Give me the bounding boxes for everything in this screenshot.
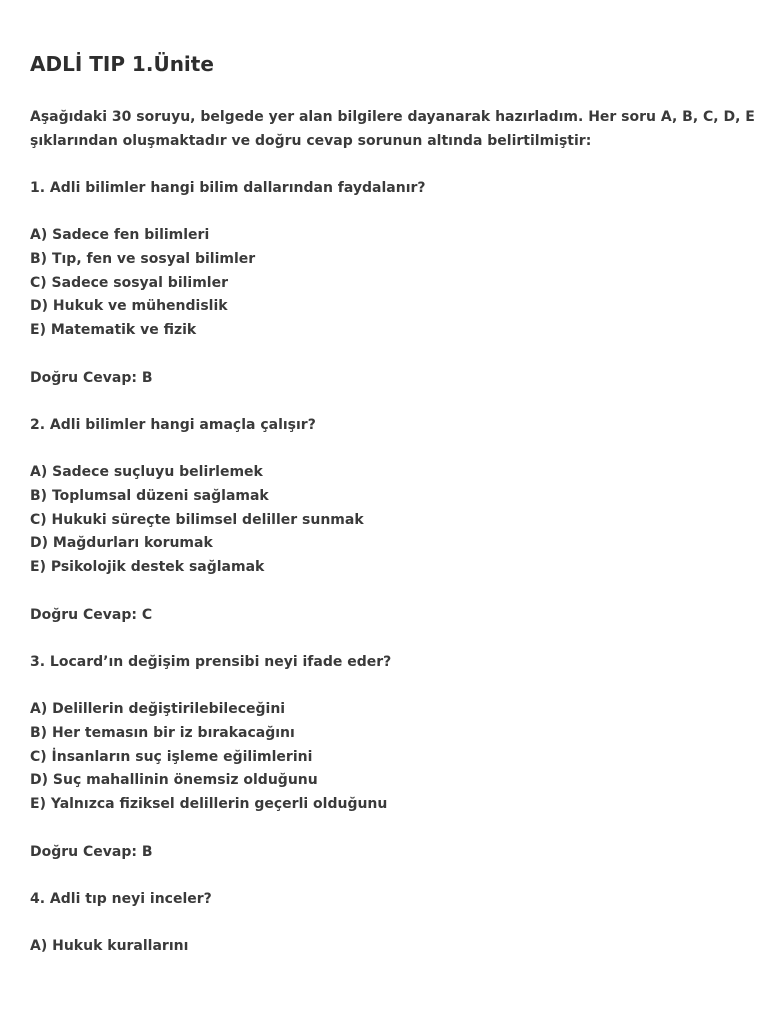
question-2-option-d: D) Mağdurları korumak [30, 535, 213, 551]
question-3-option-c: C) İnsanların suç işleme eğilimlerini [30, 749, 313, 765]
question-2-option-b: B) Toplumsal düzeni sağlamak [30, 488, 269, 504]
question-3-answer: Doğru Cevap: B [30, 844, 153, 860]
question-1-option-e: E) Matematik ve fizik [30, 322, 197, 338]
question-2-option-a: A) Sadece suçluyu belirlemek [30, 464, 263, 480]
question-4-text: 4. Adli tıp neyi inceler? [30, 891, 212, 907]
question-3-option-a: A) Delillerin değiştirilebileceğini [30, 701, 286, 717]
question-1-option-c: C) Sadece sosyal bilimler [30, 275, 228, 291]
question-1-option-a: A) Sadece fen bilimleri [30, 227, 210, 243]
question-3-option-e: E) Yalnızca fiziksel delillerin geçerli olduğunu [30, 796, 388, 812]
question-1-option-d: D) Hukuk ve mühendislik [30, 298, 228, 314]
question-2-text: 2. Adli bilimler hangi amaçla çalışır? [30, 417, 316, 433]
question-1-text: 1. Adli bilimler hangi bilim dallarından faydalanır? [30, 180, 426, 196]
document-title: ADLİ TIP 1.Ünite [30, 52, 214, 76]
question-4-option-a: A) Hukuk kurallarını [30, 938, 189, 954]
question-3-text: 3. Locard’ın değişim prensibi neyi ifade eder? [30, 654, 392, 670]
question-2-option-c: C) Hukuki süreçte bilimsel deliller sunmak [30, 512, 364, 528]
question-1-answer: Doğru Cevap: B [30, 370, 153, 386]
question-2-answer: Doğru Cevap: C [30, 607, 153, 623]
intro-paragraph: Aşağıdaki 30 soruyu, belgede yer alan bilgilere dayanarak hazırladım. Her soru A, B, C, D, E şıklarından oluşmaktadır ve doğru cevap sorunun altında belirtilmiştir: [30, 109, 755, 149]
question-3-option-d: D) Suç mahallinin önemsiz olduğunu [30, 772, 318, 788]
question-3-option-b: B) Her temasın bir iz bırakacağını [30, 725, 295, 741]
question-1-option-b: B) Tıp, fen ve sosyal bilimler [30, 251, 256, 267]
question-2-option-e: E) Psikolojik destek sağlamak [30, 559, 265, 575]
